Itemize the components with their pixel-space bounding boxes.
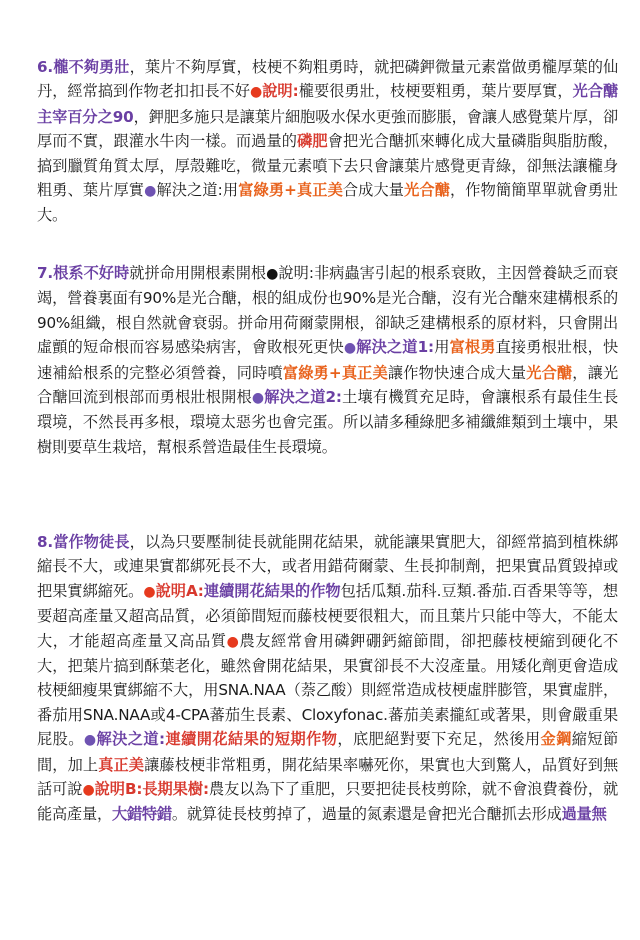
text-segment: 真正美 (98, 755, 145, 774)
text-segment: 直接勇根壯根，快速補給根系的完整必須營養，同時噴 (37, 338, 618, 382)
text-segment: ，作物簡簡單單就會勇壯大。 (37, 181, 619, 225)
text-segment: 磷肥 (297, 132, 328, 151)
text-segment: 縮短節間，加上 (37, 730, 618, 774)
text-segment: ，葉片不夠厚實，枝梗不夠粗勇時，就把磷鉀微量元素當做勇櫳厚葉的仙丹，經常搞到作物老扣扣長不好 (37, 58, 619, 101)
text-segment: 說明:非病蟲害引起的根系衰敗，主因營養缺乏而衰竭，營養裏面有90%是光合醣，根的組成份也90%是光合醣，沒有光合醣來建構根系的90%組織，根自然就會衰弱。拼命用荷爾蒙開根，卻缺乏建構根系的原材料，只會開出虛顫的短命根而容易感染病害，會敗根死更快 (37, 264, 618, 357)
text-segment: 櫳要很勇壯，枝梗要粗勇，葉片要厚實， (298, 82, 573, 101)
text-segment: 8.當作物徒長 (37, 533, 130, 551)
text-segment: 6.櫳不夠勇壯 (37, 58, 130, 76)
text-segment: 光合醣 (526, 363, 573, 382)
text-segment: 。就算徒長枝剪掉了，過量的氮素還是會把光合醣抓去形成 (171, 805, 562, 824)
text-segment: 農友經常會用磷鉀硼鈣縮節間，卻把藤枝梗縮到硬化不大，把葉片搞到酥葉老化，雖然會開花結果，果實卻長不大沒產量。用矮化劑更會造成枝梗細瘦果實綁縮不大，用SNA.NAA（萘乙酸）則經常造成枝梗虛胖膨管，果實虛胖，番茄用SNA.NAA或4-CPA蕃茄生長素、Cloxyfonac.蕃茄美素攏紅或著果，則會嚴重果屁股。 (37, 631, 618, 749)
bullet-dot-icon: ● (144, 183, 157, 200)
text-segment: 說明B:長期果樹: (94, 780, 209, 799)
text-segment: 解決之道1: (356, 338, 434, 357)
text-segment: 包括瓜類.茄科.豆類.番茄.百香果等等，想要超高產量又超高品質，必須節間短而藤枝梗要很粗大，而且葉片只能中等大，不能太大，才能超高產量又高品質 (37, 581, 618, 650)
text-segment: ，底肥絕對要下充足，然後用 (337, 730, 541, 749)
bullet-dot-icon: ● (226, 633, 240, 650)
bullet-dot-icon: ● (249, 84, 263, 101)
text-segment: 過量無 (561, 805, 607, 824)
text-segment: 富綠勇+真正美 (238, 181, 343, 200)
text-segment: 連續開花結果的作物 (203, 581, 341, 600)
text-segment: 連續開花結果的短期作物 (164, 730, 338, 749)
text-segment: 說明A: (155, 581, 204, 600)
section-8-paragraph (37, 530, 618, 827)
text-segment: 光合醣主宰百分之90 (37, 82, 618, 126)
text-segment: 會把光合醣抓來轉化成大量磷脂與脂肪酸，搞到臘質角質太厚，厚殼難吃，微量元素噴下去只會讓葉片感覺更青綠，卻無法讓櫳身粗勇、葉片厚實 (37, 132, 619, 200)
bullet-dot-icon: ● (143, 583, 156, 600)
text-segment: 富根勇 (449, 338, 496, 357)
bullet-dot-icon: ● (251, 390, 265, 407)
text-segment: 就拼命用開根素開根 (129, 264, 267, 282)
text-segment: 金鋼 (540, 730, 572, 749)
text-segment: 土壤有機質充足時，會讓根系有最佳生長環境，不然長再多根，環境太惡劣也會完蛋。所以請多種綠肥多補纖維類到土壤中，果樹則要草生栽培，幫根系營造最佳生長環境。 (37, 388, 618, 456)
text-segment: ，鉀肥多施只是讓葉片細胞吸水保水更強而膨脹，會讓人感覺葉片厚，卻厚而不實，跟灌水牛肉一樣。而過量的 (37, 107, 618, 151)
text-segment: 光合醣 (404, 181, 450, 200)
text-segment: ，讓光合醣回流到根部而勇根壯根開根 (37, 363, 619, 407)
text-segment: 說明: (262, 82, 299, 101)
text-segment: 大錯特錯 (111, 805, 172, 824)
text-segment: 合成大量 (342, 181, 405, 200)
text-segment: 解決之道: (96, 730, 165, 749)
text-segment: ，以為只要壓制徒長就能開花結果，就能讓果實肥大，卻經常搞到植株綁縮長不大，或連果實都綁死長不大，或者用錯荷爾蒙、生長抑制劑，把果實品質毀掉或把果實綁縮死。 (37, 533, 619, 600)
text-segment: 讓作物快速合成大量 (387, 363, 527, 382)
text-segment: 解決之道:用 (156, 181, 239, 200)
bullet-dot-icon: ● (83, 732, 97, 749)
text-segment: 用 (433, 338, 450, 357)
bullet-dot-icon: ● (266, 266, 279, 282)
text-segment: 讓藤枝梗非常粗勇，開花結果率嚇死你，果實也大到驚人，品質好到無話可說 (37, 755, 619, 799)
bullet-dot-icon: ● (82, 782, 95, 799)
text-segment: 富綠勇+真正美 (282, 363, 388, 382)
bullet-dot-icon: ● (343, 340, 357, 357)
text-segment: 農友以為下了重肥，只要把徒長枝剪除，就不會浪費養份，就能高產量， (37, 780, 618, 824)
section-6-paragraph (37, 55, 618, 228)
text-segment: 7.根系不好時 (37, 264, 130, 282)
text-segment: 解決之道2: (264, 388, 342, 407)
section-7-paragraph (37, 261, 618, 459)
